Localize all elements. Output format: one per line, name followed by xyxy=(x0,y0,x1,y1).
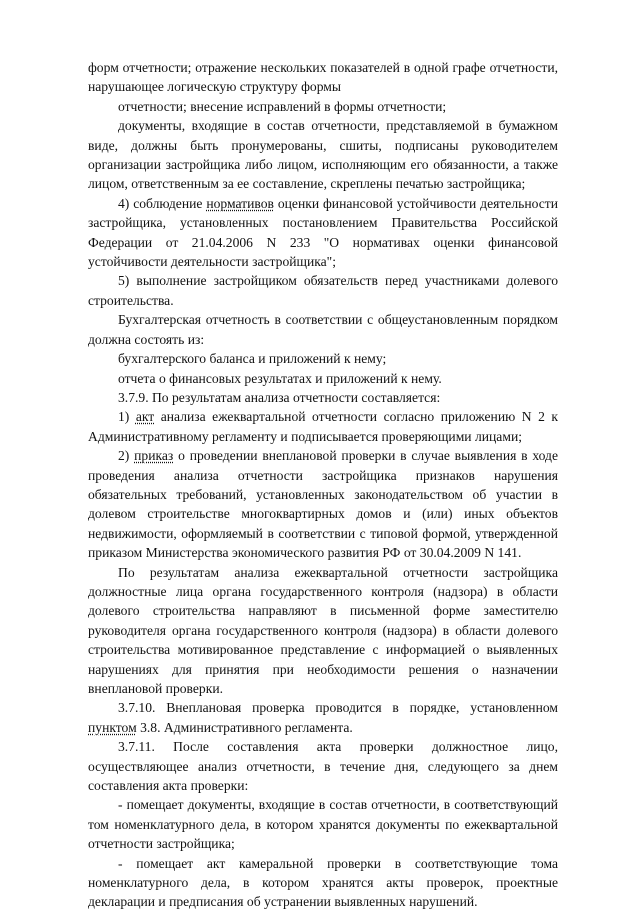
paragraph-2 xyxy=(88,97,558,116)
paragraph-text: 1) xyxy=(118,409,136,425)
paragraph-text: - помещает акт камеральной проверки в соответствующие тома номенклатурного дела, в котором хранятся акты проверок, проектные декларации и предписания об устранении выявленных нарушений. xyxy=(88,855,558,910)
paragraph-12 xyxy=(88,563,558,699)
reference-link-акт[interactable]: акт xyxy=(135,409,155,425)
reference-link-приказ[interactable]: приказ xyxy=(134,448,174,464)
paragraph-7 xyxy=(88,349,558,368)
paragraph-text: бухгалтерского баланса и приложений к нему; xyxy=(118,351,387,367)
paragraph-text: 5) выполнение застройщиком обязательств перед участниками долевого строительства. xyxy=(88,273,558,308)
paragraph-10 xyxy=(88,407,558,446)
paragraph-8 xyxy=(88,369,558,388)
paragraph-text: оценки финансовой устойчивости деятельности застройщика, установленных постановлением Правительства Российской Федерации от 21.04.2006 N 233 "О нормативах оценки финансовой устойчивости деятельности застройщика"; xyxy=(88,195,558,270)
paragraph-text: 2) xyxy=(118,448,135,464)
paragraph-9 xyxy=(88,388,558,407)
paragraph-6 xyxy=(88,310,558,349)
paragraph-text: отчета о финансовых результатах и приложений к нему. xyxy=(118,370,442,386)
paragraph-text: документы, входящие в состав отчетности, представляемой в бумажном виде, должны быть пронумерованы, сшиты, подписаны руководителем организации застройщика либо лицом, исполняющим его обязанности, а также лицом, ответственным за ее составление, скреплены печатью застройщика; xyxy=(88,118,558,192)
paragraph-13 xyxy=(88,698,558,737)
paragraph-1 xyxy=(88,58,558,97)
paragraph-text: - помещает документы, входящие в состав отчетности, в соответствующий том номенклатурного дела, в котором хранятся документы по ежеквартальной отчетности застройщика; xyxy=(88,797,558,852)
paragraph-3 xyxy=(88,116,558,194)
paragraph-text: 3.7.11. После составления акта проверки должностное лицо, осуществляющее анализ отчетности, в течение дня, следующего за днем составления акта проверки: xyxy=(88,739,558,794)
paragraph-15 xyxy=(88,795,558,853)
paragraph-text: форм отчетности; отражение нескольких показателей в одной графе отчетности, нарушающее логическую структуру формы xyxy=(88,60,558,95)
paragraph-text: 3.7.9. По результатам анализа отчетности составляется: xyxy=(118,389,441,405)
paragraph-14 xyxy=(88,737,558,795)
paragraph-text: о проведении внеплановой проверки в случае выявления в ходе проведения анализа отчетности застройщика признаков нарушения обязательных требований, установленных законодательством об участии в долевом строительстве многоквартирных домов и (или) иных объектов недвижимости, оформляемый в соответствии с типовой формой, утвержденной приказом Министерства экономического развития РФ от 30.04.2009 N 141. xyxy=(88,448,559,561)
paragraph-text: Бухгалтерская отчетность в соответствии с общеустановленным порядком должна состоять из: xyxy=(88,312,558,347)
reference-link-пунктом[interactable]: пунктом xyxy=(88,719,137,735)
document-page xyxy=(88,58,558,912)
paragraph-text: 3.8. Административного регламента. xyxy=(136,719,353,735)
reference-link-нормативов[interactable]: нормативов xyxy=(206,195,274,211)
paragraph-text: 3.7.10. Внеплановая проверка проводится в порядке, установленном xyxy=(118,700,558,716)
paragraph-4 xyxy=(88,194,558,272)
paragraph-text: отчетности; внесение исправлений в формы отчетности; xyxy=(118,98,447,114)
paragraph-11 xyxy=(88,446,558,562)
paragraph-16 xyxy=(88,854,558,912)
paragraph-text: 4) соблюдение xyxy=(118,195,207,211)
paragraph-5 xyxy=(88,271,558,310)
paragraph-text: анализа ежеквартальной отчетности согласно приложению N 2 к Административному регламенту и подписывается проверяющими лицами; xyxy=(88,409,558,444)
paragraph-text: По результатам анализа ежеквартальной отчетности застройщика должностные лица органа государственного контроля (надзора) в области долевого строительства направляют в письменной форме заместителю руководителя органа государственного контроля (надзора) в области долевого строительства мотивированное представление с информацией о выявленных нарушениях для принятия при необходимости решения о назначении внеплановой проверки. xyxy=(88,564,558,696)
